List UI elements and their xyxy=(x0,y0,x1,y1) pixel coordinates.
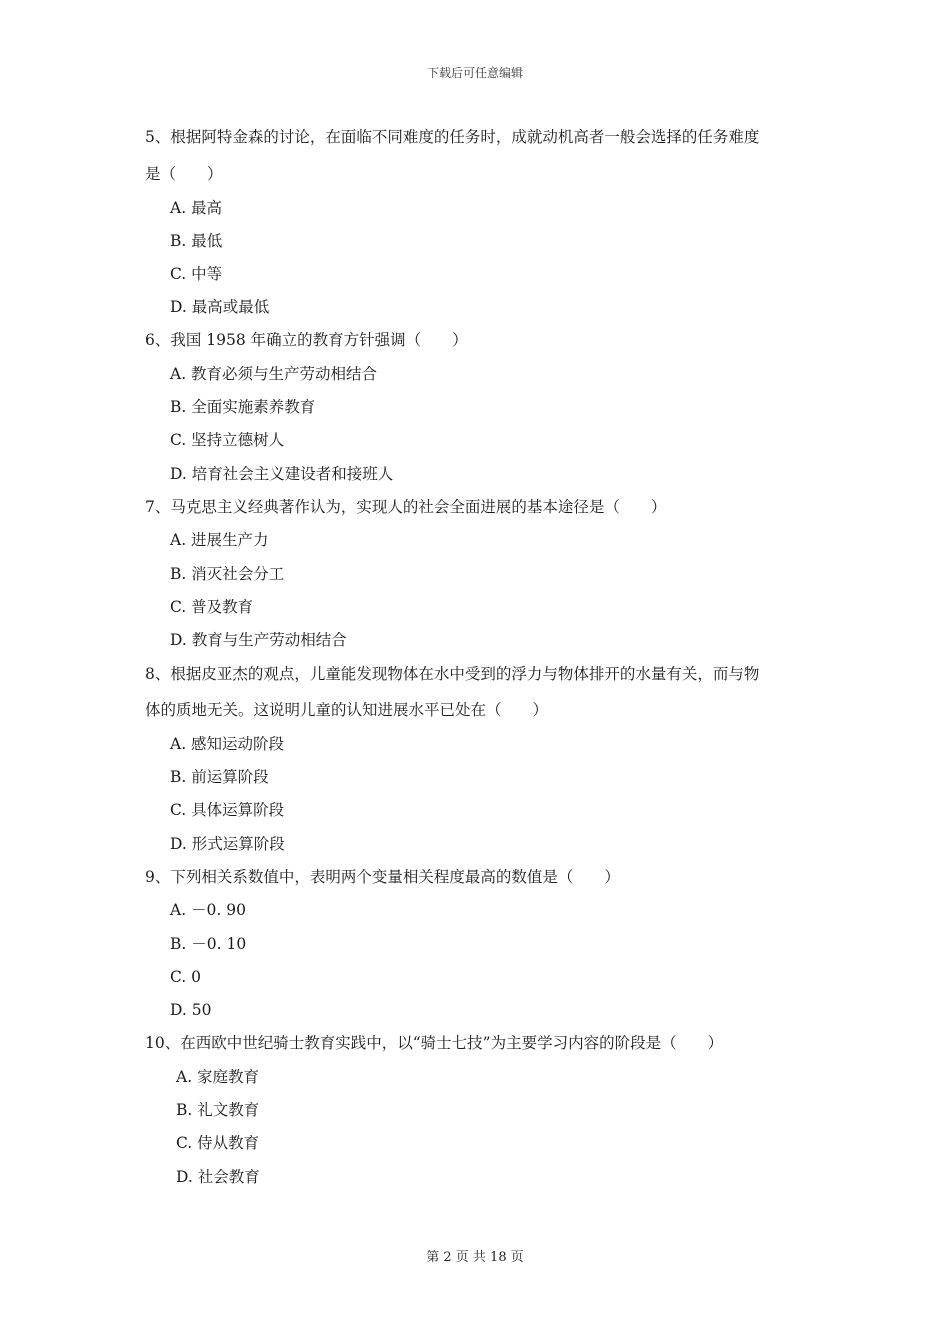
question-7-option-c: C. 普及教育 xyxy=(170,598,254,616)
question-6-option-c: C. 坚持立德树人 xyxy=(170,431,285,449)
question-6-option-d: D. 培育社会主义建设者和接班人 xyxy=(170,465,394,483)
question-7-option-d: D. 教育与生产劳动相结合 xyxy=(170,631,347,649)
question-8-option-c: C. 具体运算阶段 xyxy=(170,801,285,819)
question-8-option-d: D. 形式运算阶段 xyxy=(170,835,285,853)
question-6-option-a: A. 教育必须与生产劳动相结合 xyxy=(170,365,378,383)
question-5-stem-line-1: 5、根据阿特金森的讨论，在面临不同难度的任务时，成就动机高者一般会选择的任务难度 xyxy=(145,128,760,146)
question-5-stem-line-2: 是（ ） xyxy=(145,165,223,183)
question-8-stem-line-2: 体的质地无关。这说明儿童的认知进展水平已处在（ ） xyxy=(145,701,549,719)
question-6-stem: 6、我国 1958 年确立的教育方针强调（ ） xyxy=(145,331,468,349)
page-footer: 第 2 页 共 18 页 xyxy=(426,1250,524,1265)
question-9-option-b: B. －0. 10 xyxy=(170,935,247,953)
question-8-option-b: B. 前运算阶段 xyxy=(170,768,269,786)
question-10-option-b: B. 礼文教育 xyxy=(176,1101,260,1119)
question-7-option-a: A. 进展生产力 xyxy=(170,531,269,549)
question-9-stem: 9、下列相关系数值中，表明两个变量相关程度最高的数值是（ ） xyxy=(145,868,620,886)
question-5-option-b: B. 最低 xyxy=(170,232,223,250)
question-5-option-d: D. 最高或最低 xyxy=(170,298,270,316)
question-10-option-d: D. 社会教育 xyxy=(176,1168,260,1186)
question-5-option-c: C. 中等 xyxy=(170,265,223,283)
question-8-option-a: A. 感知运动阶段 xyxy=(170,735,285,753)
question-7-stem: 7、马克思主义经典著作认为，实现人的社会全面进展的基本途径是（ ） xyxy=(145,498,667,516)
question-8-stem-line-1: 8、根据皮亚杰的观点，儿童能发现物体在水中受到的浮力与物体排开的水量有关，而与物 xyxy=(145,665,760,683)
question-6-option-b: B. 全面实施素养教育 xyxy=(170,398,316,416)
question-9-option-d: D. 50 xyxy=(170,1001,212,1019)
question-9-option-a: A. －0. 90 xyxy=(170,901,246,919)
question-10-option-c: C. 侍从教育 xyxy=(176,1134,260,1152)
question-7-option-b: B. 消灭社会分工 xyxy=(170,565,285,583)
question-10-option-a: A. 家庭教育 xyxy=(176,1068,260,1086)
page-header: 下载后可任意编辑 xyxy=(426,66,523,80)
question-5-option-a: A. 最高 xyxy=(170,199,223,217)
question-9-option-c: C. 0 xyxy=(170,968,202,986)
question-10-stem: 10、在西欧中世纪骑士教育实践中，以“骑士七技”为主要学习内容的阶段是（ ） xyxy=(145,1034,724,1052)
